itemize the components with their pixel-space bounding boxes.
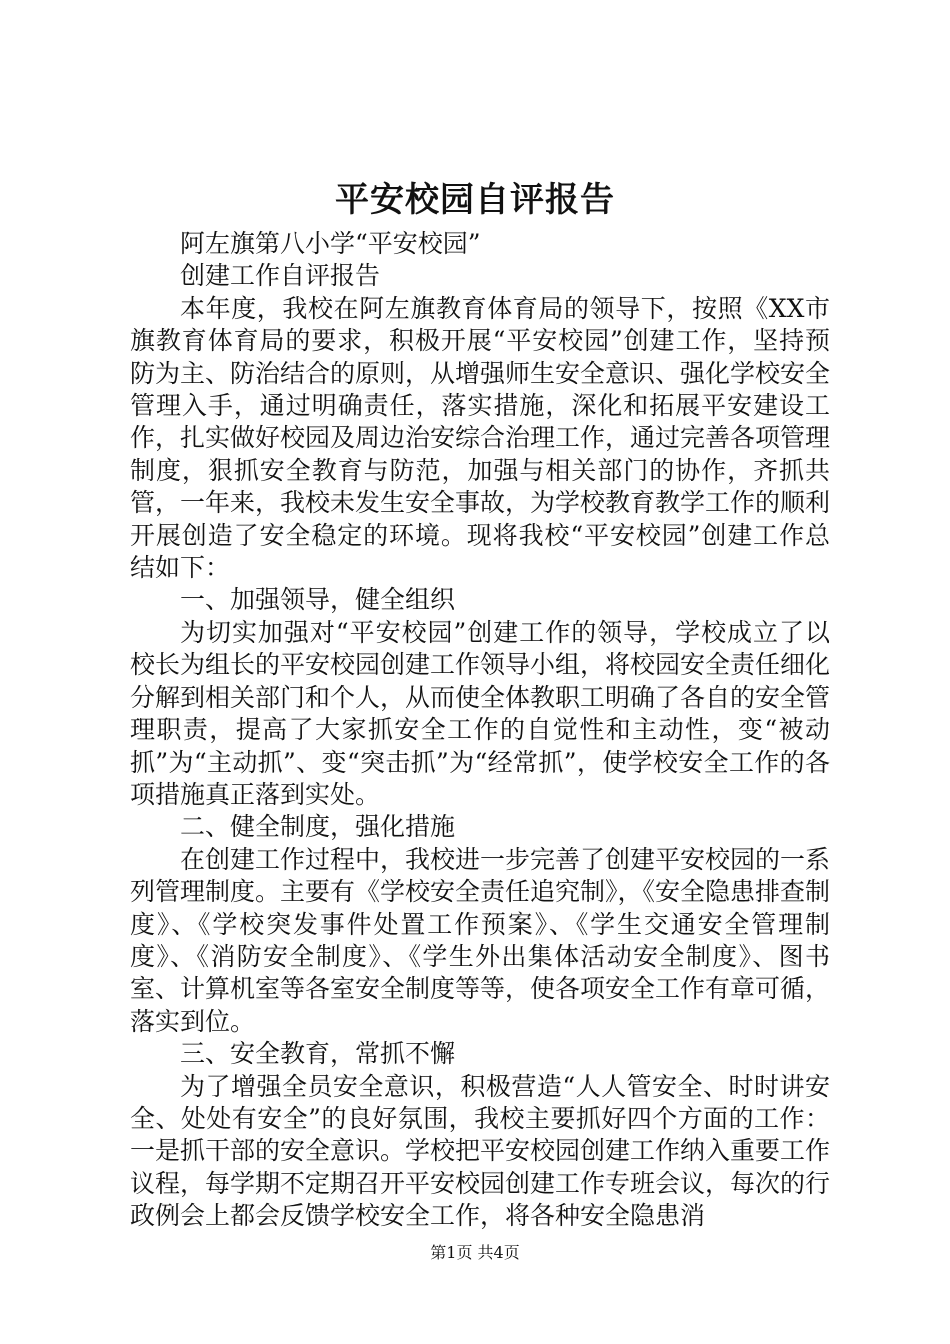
paragraph-report-subtitle: 创建工作自评报告 xyxy=(180,261,381,291)
section-heading-1: 一、加强领导，健全组织 xyxy=(180,585,456,615)
paragraph-school-name: 阿左旗第八小学“平安校园” xyxy=(180,229,481,258)
paragraph-section-3: 为了增强全员安全意识，积极营造“人人管安全、时时讲安全、处处有安全”的良好氛围，我校主要抓好四个方面的工作：一是抓干部的安全意识。学校把平安校园创建工作纳入重要工作议程，每学期不定期召开平安校园创建工作专班会议，每次的行政例会上都会反馈学校安全工作，将各种安全隐患消 xyxy=(130,1071,831,1231)
section-heading-3: 三、安全教育，常抓不懈 xyxy=(180,1039,456,1069)
paragraph-section-2: 在创建工作过程中，我校进一步完善了创建平安校园的一系列管理制度。主要有《学校安全责任追究制》，《安全隐患排查制度》、《学校突发事件处置工作预案》、《学生交通安全管理制度》、《消防安全制度》、《学生外出集体活动安全制度》、图书室、计算机室等各室安全制度等等，使各项安全工作有章可循，落实到位。 xyxy=(130,844,831,1036)
paragraph-section-1: 为切实加强对“平安校园”创建工作的领导，学校成立了以校长为组长的平安校园创建工作领导小组，将校园安全责任细化分解到相关部门和个人，从而使全体教职工明确了各自的安全管理职责，提高了大家抓安全工作的自觉性和主动性，变“被动抓”为“主动抓”、变“突击抓”为“经常抓”，使学校安全工作的各项措施真正落到实处。 xyxy=(130,617,831,809)
document-title: 平安校园自评报告 xyxy=(335,180,615,220)
paragraph-intro: 本年度，我校在阿左旗教育体育局的领导下，按照《XX市旗教育体育局的要求，积极开展“平安校园”创建工作，坚持预防为主、防治结合的原则，从增强师生安全意识、强化学校安全管理入手，通过明确责任，落实措施，深化和拓展平安建设工作，扎实做好校园及周边治安综合治理工作，通过完善各项管理制度，狠抓安全教育与防范，加强与相关部门的协作，齐抓共管，一年来，我校未发生安全事故，为学校教育教学工作的顺利开展创造了安全稳定的环境。现将我校“平安校园”创建工作总结如下： xyxy=(130,293,831,583)
document-body xyxy=(130,228,830,1233)
section-heading-2: 二、健全制度，强化措施 xyxy=(180,812,456,842)
page-number-footer: 第1页 共4页 xyxy=(430,1243,520,1262)
